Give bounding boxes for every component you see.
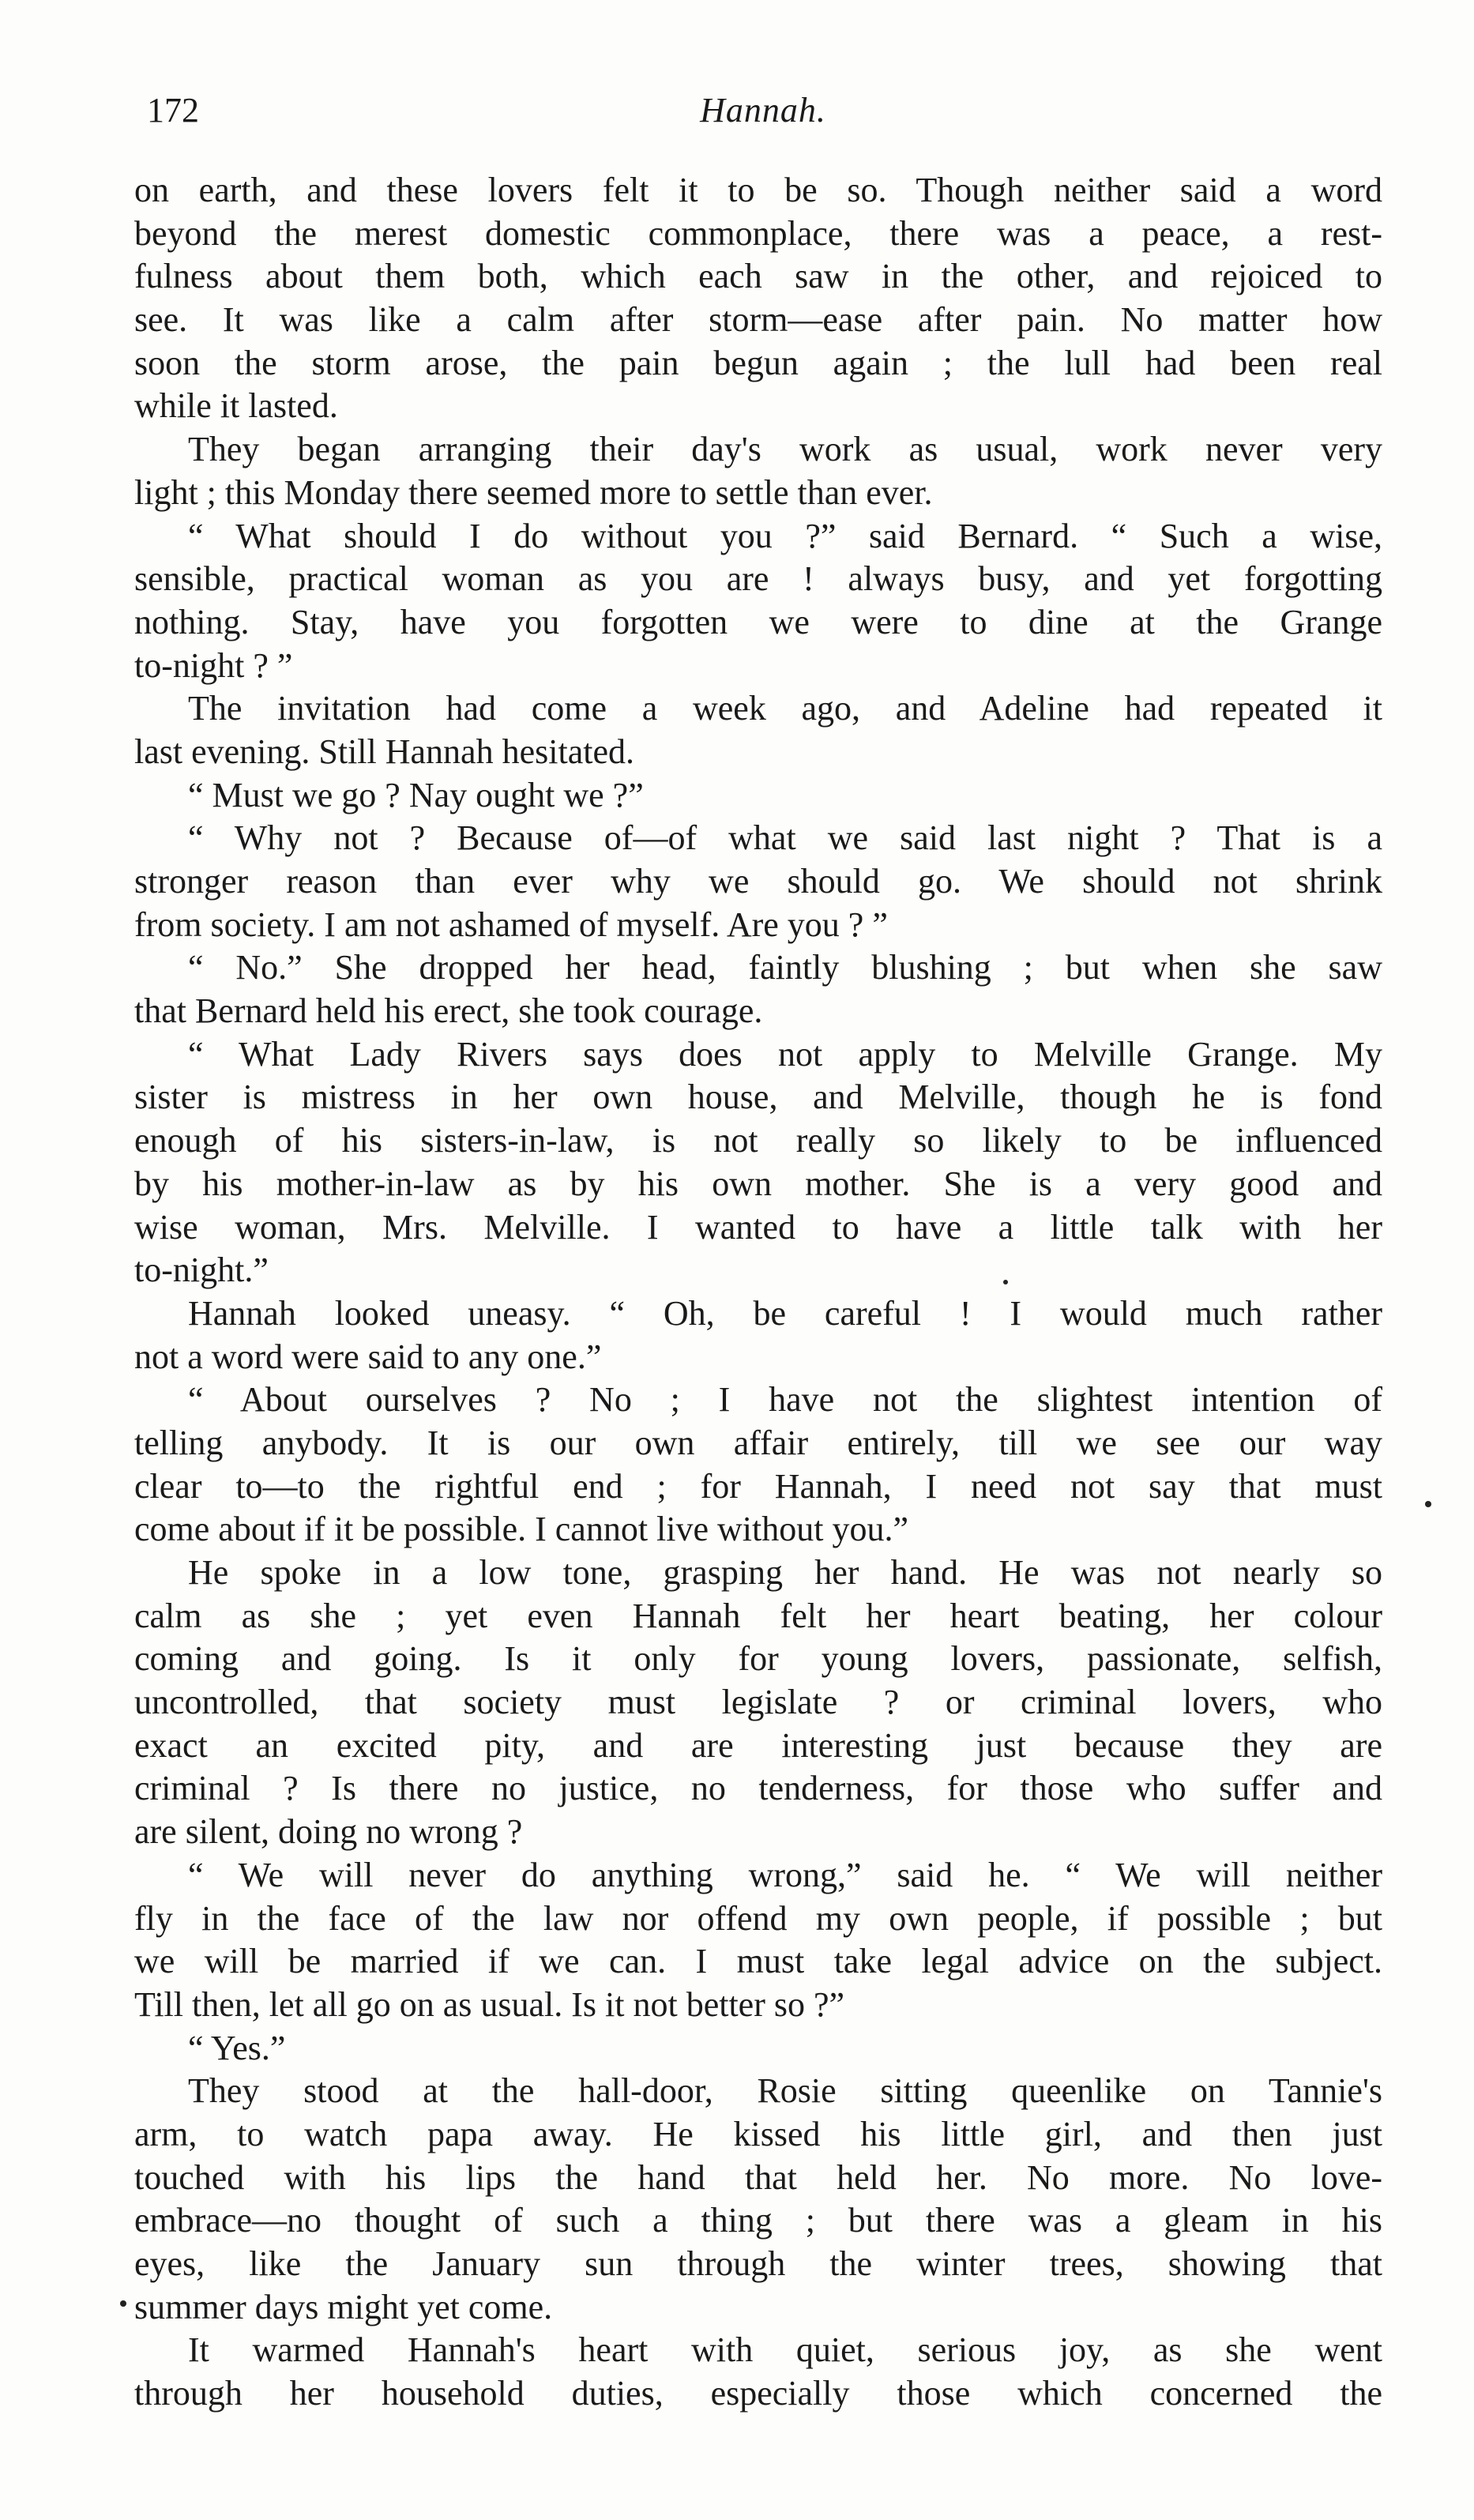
text-line: not a word were said to any one.” bbox=[134, 1337, 602, 1376]
text-line: nothing. Stay, have you forgotten we were to dine at the Grange bbox=[134, 602, 1382, 641]
text-line: eyes, like the January sun through the winter trees, showing that bbox=[134, 2244, 1382, 2283]
text-line: through her household duties, especially those which concerned the bbox=[134, 2374, 1382, 2413]
text-line: “ No.” She dropped her head, faintly blushing ; but when she saw bbox=[188, 948, 1382, 987]
text-line: by his mother-in-law as by his own mother. She is a very good and bbox=[134, 1164, 1382, 1203]
text-line: They stood at the hall-door, Rosie sitting queenlike on Tannie's bbox=[188, 2071, 1382, 2111]
text-line: embrace—no thought of such a thing ; but there was a gleam in his bbox=[134, 2201, 1382, 2240]
text-line: enough of his sisters-in-law, is not really so likely to be influenced bbox=[134, 1121, 1382, 1160]
text-line: come about if it be possible. I cannot live without you.” bbox=[134, 1510, 909, 1549]
text-line: are silent, doing no wrong ? bbox=[134, 1812, 523, 1852]
text-line: exact an excited pity, and are interesting just because they are bbox=[134, 1725, 1382, 1765]
text-line: soon the storm arose, the pain begun again ; the lull had been real bbox=[134, 343, 1382, 382]
text-line: “ What should I do without you ?” said Bernard. “ Such a wise, bbox=[188, 516, 1382, 555]
text-line: summer days might yet come. bbox=[134, 2287, 553, 2326]
text-line: arm, to watch papa away. He kissed his little girl, and then just bbox=[134, 2114, 1382, 2153]
text-line: last evening. Still Hannah hesitated. bbox=[134, 732, 634, 771]
text-line: telling anybody. It is our own affair entirely, till we see our way bbox=[134, 1423, 1382, 1462]
running-title: Hannah. bbox=[700, 91, 826, 130]
text-line: fulness about them both, which each saw in the other, and rejoiced to bbox=[134, 257, 1382, 296]
text-line: They began arranging their day's work as usual, work never very bbox=[188, 430, 1382, 469]
text-line: on earth, and these lovers felt it to be so. Though neither said a word bbox=[134, 171, 1382, 209]
text-line: to-night.” bbox=[134, 1251, 269, 1290]
text-line: while it lasted. bbox=[134, 386, 338, 426]
text-line: beyond the merest domestic commonplace, there was a peace, a rest- bbox=[134, 213, 1382, 253]
text-line: to-night ? ” bbox=[134, 645, 293, 685]
text-line: Hannah looked uneasy. “ Oh, be careful ! I would much rather bbox=[188, 1293, 1382, 1333]
text-line: touched with his lips the hand that held her. No more. No love- bbox=[134, 2157, 1382, 2197]
text-line: “ What Lady Rivers says does not apply to Melville Grange. My bbox=[188, 1034, 1382, 1074]
text-line: He spoke in a low tone, grasping her hand. He was not nearly so bbox=[188, 1553, 1382, 1592]
text-line: that Bernard held his erect, she took courage. bbox=[134, 991, 763, 1031]
text-line: stronger reason than ever why we should go. We should not shrink bbox=[134, 862, 1382, 901]
text-line: criminal ? Is there no justice, no tenderness, for those who suffer and bbox=[134, 1769, 1382, 1808]
text-line: “ We will never do anything wrong,” said he. “ We will neither bbox=[188, 1855, 1382, 1894]
text-line: fly in the face of the law nor offend my own people, if possible ; but bbox=[134, 1898, 1382, 1938]
text-line: sister is mistress in her own house, and Melville, though he is fond bbox=[134, 1078, 1382, 1117]
text-line: see. It was like a calm after storm—ease after pain. No matter how bbox=[134, 300, 1382, 340]
print-speck bbox=[1003, 1280, 1008, 1284]
print-speck bbox=[120, 2300, 126, 2307]
body-text bbox=[134, 169, 1382, 2416]
text-line: “ Yes.” bbox=[188, 2028, 286, 2067]
text-line: It warmed Hannah's heart with quiet, serious joy, as she went bbox=[188, 2330, 1382, 2370]
text-line: sensible, practical woman as you are ! always busy, and yet forgotting bbox=[134, 559, 1382, 599]
text-line: clear to—to the rightful end ; for Hannah, I need not say that must bbox=[134, 1466, 1382, 1506]
text-line: The invitation had come a week ago, and Adeline had repeated it bbox=[188, 689, 1382, 728]
text-line: wise woman, Mrs. Melville. I wanted to have a little talk with her bbox=[134, 1207, 1382, 1247]
print-speck bbox=[1425, 1501, 1431, 1507]
text-line: we will be married if we can. I must take legal advice on the subject. bbox=[134, 1942, 1382, 1981]
text-line: calm as she ; yet even Hannah felt her heart beating, her colour bbox=[134, 1596, 1382, 1635]
page-number: 172 bbox=[147, 91, 199, 130]
running-head bbox=[147, 85, 1379, 136]
text-line: Till then, let all go on as usual. Is it not better so ?” bbox=[134, 1984, 845, 2024]
text-line: from society. I am not ashamed of myself. Are you ? ” bbox=[134, 905, 888, 944]
text-line: uncontrolled, that society must legislate ? or criminal lovers, who bbox=[134, 1683, 1382, 1722]
text-line: “ Must we go ? Nay ought we ?” bbox=[188, 775, 644, 814]
text-line: “ About ourselves ? No ; I have not the slightest intention of bbox=[188, 1380, 1382, 1420]
text-line: coming and going. Is it only for young lovers, passionate, selfish, bbox=[134, 1639, 1382, 1679]
text-line: “ Why not ? Because of—of what we said last night ? That is a bbox=[188, 818, 1382, 858]
text-line: light ; this Monday there seemed more to settle than ever. bbox=[134, 472, 933, 512]
